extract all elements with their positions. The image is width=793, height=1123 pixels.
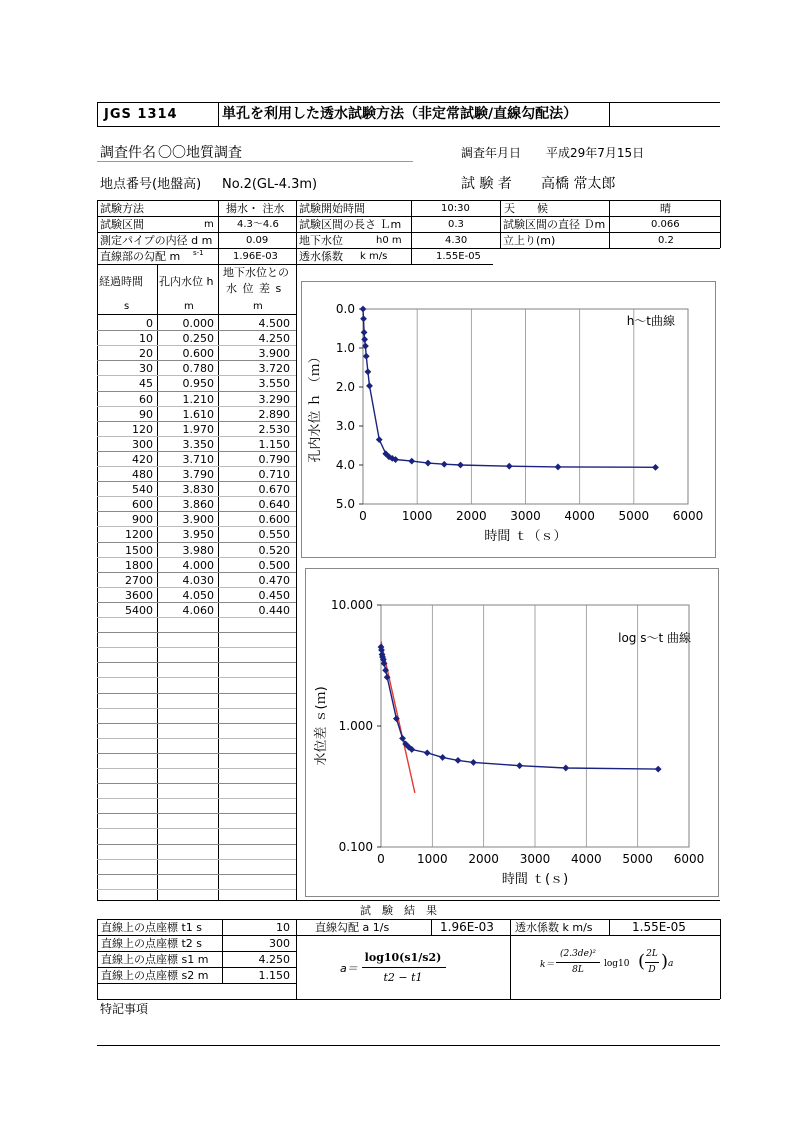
table-row <box>97 543 296 558</box>
result-gradient-label: 直線勾配 a 1/s <box>315 921 390 934</box>
cell-s: 0.470 <box>258 573 290 587</box>
table-row <box>97 497 296 512</box>
cell-s: 0.600 <box>258 513 290 527</box>
cell-h: 3.900 <box>182 513 214 527</box>
cell-h: 0.950 <box>182 377 214 391</box>
gradient-value: 1.96E-03 <box>233 251 278 262</box>
table-row <box>97 376 296 391</box>
cell-h: 1.610 <box>182 407 214 421</box>
diameter-value: 0.066 <box>651 219 680 230</box>
cell-t: 120 <box>132 422 153 436</box>
y-tick-label: 0.100 <box>338 840 373 854</box>
cell-s: 0.520 <box>258 543 290 557</box>
y-tick-label: 4.0 <box>335 458 355 472</box>
cell-t: 1500 <box>125 543 153 557</box>
cell-s: 2.890 <box>258 407 290 421</box>
t2-label: 直線上の点座標 t2 s <box>101 937 203 950</box>
cell-h: 4.060 <box>182 603 214 617</box>
cell-t: 90 <box>139 407 153 421</box>
notes-label: 特記事項 <box>100 1002 149 1016</box>
formula-k-numerator: (2.3de)² <box>559 949 597 959</box>
chart-title: log s～t 曲線 <box>618 631 691 645</box>
permeability-unit: k m/s <box>360 251 388 262</box>
unit-time: s <box>124 301 130 312</box>
cell-t: 3600 <box>125 588 153 602</box>
cell-h: 4.000 <box>182 558 214 572</box>
formula-k-frac-numerator: 2L <box>646 949 658 959</box>
cell-s: 0.790 <box>258 452 290 466</box>
y-tick-label: 10.000 <box>331 598 373 612</box>
cell-h: 3.950 <box>182 528 214 542</box>
chart-title: h～t曲線 <box>626 314 675 328</box>
t1-value: 10 <box>276 921 290 934</box>
method-label: 試験方法 <box>100 202 144 215</box>
x-tick-label: 0 <box>377 852 385 866</box>
cell-t: 5400 <box>125 603 153 617</box>
col-header-diff-2: 水 位 差 s <box>226 282 283 295</box>
x-tick-label: 2000 <box>456 509 487 523</box>
x-tick-label: 3000 <box>519 852 551 866</box>
y-axis-label: 孔内水位 ｈ （ｍ） <box>308 350 323 463</box>
x-axis-label: 時間 ｔ(ｓ) <box>501 872 569 887</box>
result-gradient-value: 1.96E-03 <box>440 920 494 934</box>
cell-s: 0.450 <box>258 588 290 602</box>
rise-value: 0.2 <box>658 235 674 246</box>
survey-date-label: 調査年月日 <box>461 146 522 160</box>
weather-value: 晴 <box>660 202 671 215</box>
cell-t: 45 <box>139 377 153 391</box>
survey-name-value: 〇〇地質調査 <box>158 145 242 161</box>
cell-h: 3.860 <box>182 498 214 512</box>
length-value: 0.3 <box>448 219 464 230</box>
s2-label: 直線上の点座標 s2 m <box>101 969 209 982</box>
cell-h: 3.710 <box>182 452 214 466</box>
formula-a-numerator: log10(s1/s2) <box>364 951 442 964</box>
h-t-chart <box>301 281 716 558</box>
groundwater-label: 地下水位 <box>299 234 343 247</box>
unit-level: m <box>184 301 194 312</box>
results-heading: 試 験 結 果 <box>360 904 437 917</box>
pipe-label: 測定パイプの内径 d m <box>100 234 213 247</box>
y-tick-label: 3.0 <box>335 419 355 433</box>
t1-label: 直線上の点座標 t1 s <box>101 921 203 934</box>
table-row <box>97 437 296 452</box>
x-tick-label: 6000 <box>673 852 705 866</box>
gradient-label: 直線部の勾配 m <box>100 250 181 263</box>
cell-s: 4.500 <box>258 317 290 330</box>
s1-label: 直線上の点座標 s1 m <box>101 953 209 966</box>
table-row <box>97 467 296 482</box>
col-header-diff-1: 地下水位との <box>223 266 289 279</box>
table-row <box>97 588 296 603</box>
permeability-label: 透水係数 <box>299 250 343 263</box>
cell-h: 3.830 <box>182 483 214 497</box>
cell-s: 3.550 <box>258 377 290 391</box>
cell-s: 0.640 <box>258 498 290 512</box>
x-tick-label: 0 <box>359 509 367 523</box>
cell-t: 60 <box>139 392 153 406</box>
result-permeability-value: 1.55E-05 <box>632 920 686 934</box>
log-s-t-chart <box>305 568 719 897</box>
x-tick-label: 5000 <box>618 509 650 523</box>
start-time-value: 10:30 <box>441 203 470 214</box>
cell-s: 0.710 <box>258 468 290 481</box>
x-tick-label: 5000 <box>622 852 653 866</box>
length-label: 試験区間の長さ Ｌm <box>299 218 402 231</box>
table-row <box>97 316 296 331</box>
gradient-unit: s-1 <box>193 249 204 257</box>
diameter-label: 試験区間の直径 Ｄm <box>503 218 606 231</box>
x-tick-label: 2000 <box>468 852 499 866</box>
t2-value: 300 <box>269 937 290 950</box>
s1-value: 4.250 <box>258 953 290 966</box>
formula-k-log: log10 <box>604 959 630 969</box>
interval-label: 試験区間 <box>100 218 144 231</box>
formula-k-lhs: k＝ <box>540 960 555 970</box>
cell-t: 300 <box>132 437 153 451</box>
col-header-level: 孔内水位 h <box>159 276 214 287</box>
cell-h: 0.000 <box>182 317 214 330</box>
cell-s: 4.250 <box>258 332 290 346</box>
cell-s: 2.530 <box>258 422 290 436</box>
x-axis-label: 時間 ｔ（ｓ） <box>484 529 567 544</box>
cell-h: 1.970 <box>182 422 214 436</box>
cell-h: 0.600 <box>182 347 214 361</box>
tester-label: 試 験 者 <box>461 176 512 192</box>
x-tick-label: 6000 <box>672 509 704 523</box>
y-tick-label: 0.0 <box>335 302 355 316</box>
point-label: 地点番号(地盤高) <box>100 177 202 192</box>
table-row <box>97 573 296 588</box>
survey-date-value: 平成29年7月15日 <box>546 146 645 160</box>
groundwater-unit: h0 m <box>376 235 402 246</box>
permeability-value: 1.55E-05 <box>436 251 481 262</box>
cell-t: 2700 <box>125 573 153 587</box>
formula-a-denominator: t2 − t1 <box>383 971 423 984</box>
result-permeability-label: 透水係数 k m/s <box>515 921 593 934</box>
y-tick-label: 5.0 <box>335 497 355 511</box>
x-tick-label: 1000 <box>417 852 448 866</box>
cell-h: 3.350 <box>182 437 214 451</box>
col-header-time: 経過時間 <box>99 275 143 288</box>
table-row <box>97 392 296 407</box>
cell-t: 1800 <box>125 558 153 572</box>
cell-t: 600 <box>132 498 153 512</box>
x-tick-label: 4000 <box>571 852 602 866</box>
cell-t: 0 <box>146 317 153 330</box>
cell-h: 1.210 <box>182 392 214 406</box>
method-value: 揚水・ 注水 <box>226 202 285 215</box>
cell-h: 0.780 <box>182 362 214 376</box>
survey-name-label: 調査件名 <box>100 145 156 161</box>
form-title: 単孔を利用した透水試験方法（非定常試験/直線勾配法） <box>222 106 578 122</box>
cell-h: 4.030 <box>182 573 214 587</box>
cell-t: 540 <box>132 483 153 497</box>
tester-value: 高橋 常太郎 <box>541 176 616 192</box>
unit-diff: m <box>253 301 263 312</box>
cell-t: 20 <box>139 347 153 361</box>
cell-s: 0.670 <box>258 483 290 497</box>
y-tick-label: 1.0 <box>335 341 355 355</box>
formula-k-paren-open: ( <box>638 951 646 972</box>
cell-t: 480 <box>132 468 153 481</box>
table-row <box>97 331 296 346</box>
cell-h: 0.250 <box>182 332 214 346</box>
table-row <box>97 452 296 467</box>
interval-unit: m <box>204 219 214 230</box>
cell-s: 1.150 <box>258 437 290 451</box>
y-tick-label: 1.000 <box>338 719 373 733</box>
formula-k-tail: a <box>668 959 674 969</box>
interval-value: 4.3～4.6 <box>237 219 279 230</box>
table-row <box>97 527 296 542</box>
cell-t: 900 <box>132 513 153 527</box>
cell-t: 420 <box>132 452 153 466</box>
weather-label: 天 候 <box>504 202 548 215</box>
start-time-label: 試験開始時間 <box>299 202 365 215</box>
formula-a-lhs: a＝ <box>340 962 358 975</box>
cell-h: 4.050 <box>182 588 214 602</box>
cell-s: 3.290 <box>258 392 290 406</box>
table-row <box>97 512 296 527</box>
rise-label: 立上り(m) <box>503 234 556 247</box>
y-axis-label: 水位差 ｓ(ｍ) <box>314 686 329 766</box>
formula-k-denominator: 8L <box>572 965 584 975</box>
cell-h: 3.790 <box>182 468 214 481</box>
point-value: No.2(GL-4.3m) <box>222 177 318 192</box>
table-row <box>97 361 296 376</box>
cell-h: 3.980 <box>182 543 214 557</box>
cell-t: 10 <box>139 332 153 346</box>
pipe-value: 0.09 <box>246 235 269 246</box>
x-tick-label: 1000 <box>401 509 433 523</box>
cell-s: 0.500 <box>258 558 290 572</box>
cell-t: 30 <box>139 362 153 376</box>
formula-k-paren-close: ) <box>661 951 669 972</box>
s2-value: 1.150 <box>258 969 290 982</box>
cell-s: 3.720 <box>258 362 290 376</box>
table-row <box>97 558 296 573</box>
x-tick-label: 4000 <box>564 509 595 523</box>
cell-s: 0.550 <box>258 528 290 542</box>
table-row <box>97 422 296 437</box>
cell-s: 3.900 <box>258 347 290 361</box>
cell-s: 0.440 <box>258 603 290 617</box>
form-code: JGS 1314 <box>104 107 178 122</box>
table-row <box>97 407 296 422</box>
table-row <box>97 603 296 618</box>
table-row <box>97 346 296 361</box>
y-tick-label: 2.0 <box>335 380 355 394</box>
cell-t: 1200 <box>125 528 153 542</box>
table-row <box>97 482 296 497</box>
formula-k-frac-denominator: D <box>648 965 656 975</box>
groundwater-value: 4.30 <box>445 235 468 246</box>
x-tick-label: 3000 <box>510 509 541 523</box>
